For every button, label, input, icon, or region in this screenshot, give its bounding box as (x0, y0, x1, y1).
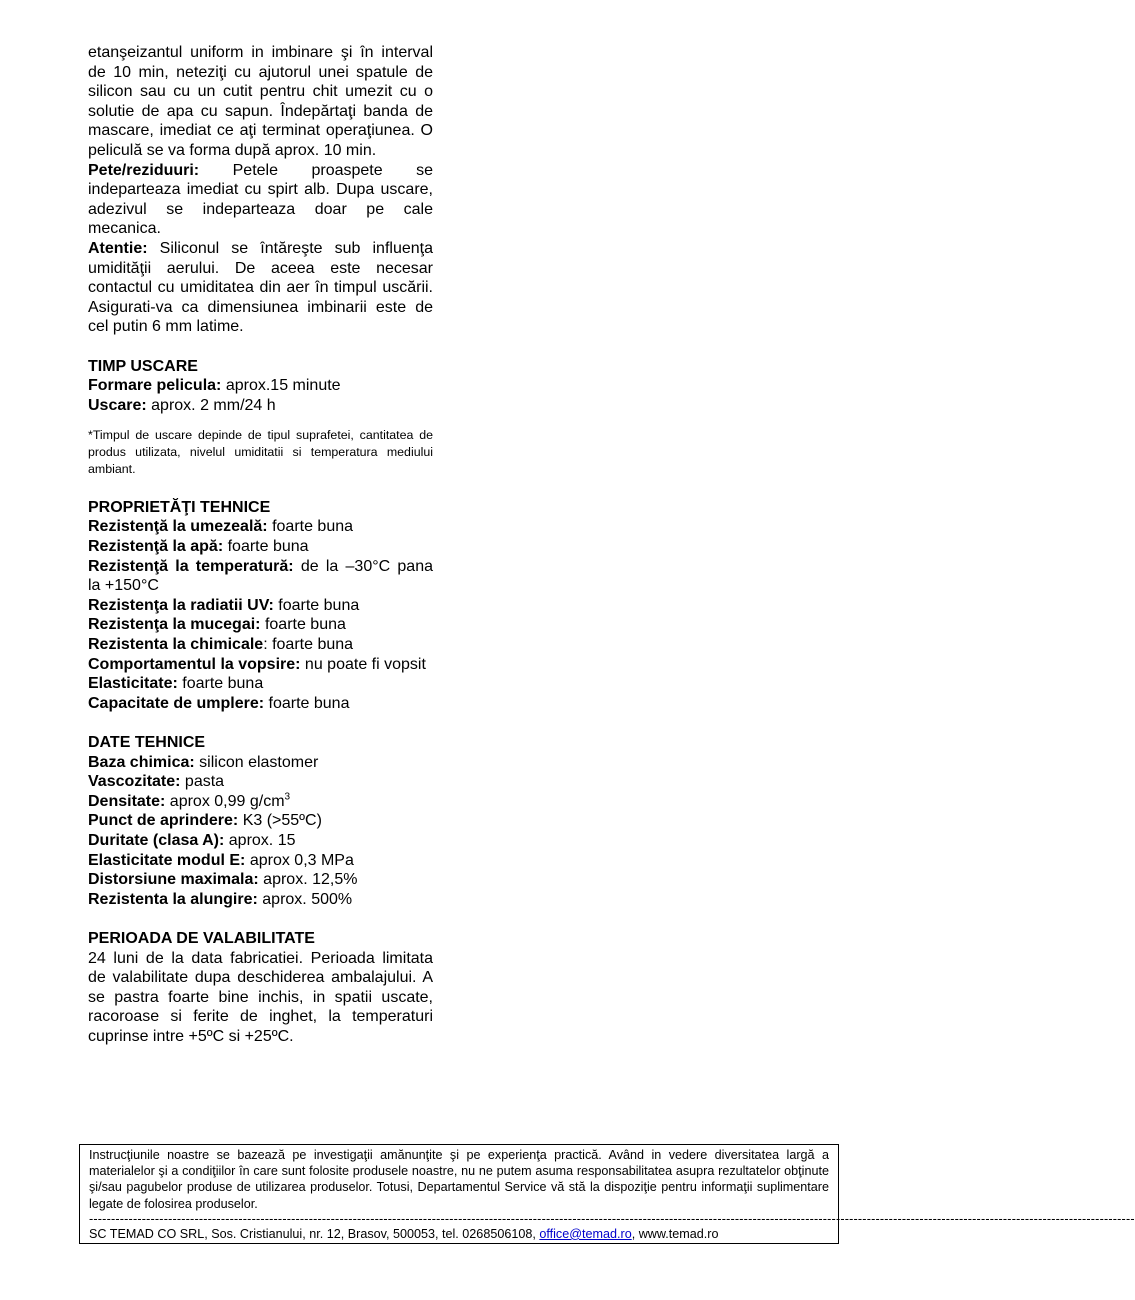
row-label: Uscare: (88, 396, 147, 414)
tech-row (88, 792, 433, 812)
row-value: aprox. 12,5% (258, 871, 358, 889)
row-value: foarte buna (264, 694, 350, 712)
tech-row (88, 831, 433, 851)
row-label: Rezistenţa la mucegai: (88, 616, 261, 634)
row-label: Formare pelicula: (88, 377, 222, 395)
pete-paragraph (88, 161, 433, 239)
row-value: pasta (180, 773, 225, 791)
row-value: aprox 0,3 MPa (245, 851, 354, 869)
row-label: Rezistenţă la umezeală: (88, 518, 268, 536)
pete-label: Pete/reziduuri: (88, 161, 200, 179)
row-value: foarte buna (267, 518, 354, 536)
pete-text: Petele proaspete se indeparteaza imediat cu spirt alb. Dupa uscare, adezivul se indeparteaza doar pe cale mecanica. (88, 161, 433, 238)
dashed-divider: ---------------------------------------------------------------------------------------------------------------------------------------------------------------------------------------------------------------------------------------------- (89, 1211, 1135, 1226)
prop-row (88, 694, 433, 714)
row-value: : foarte buna (263, 636, 354, 654)
drying-note: *Timpul de uscare depinde de tipul suprafetei, cantitatea de produs utilizata, nivelul umiditatii si temperatura mediului ambiant. (88, 428, 433, 477)
prop-row (88, 615, 433, 635)
row-label: Punct de aprindere: (88, 812, 239, 830)
row-value: aprox. 500% (257, 890, 353, 908)
disclaimer-text: Instrucţiunile noastre se bazează pe investigaţii amănunţite şi pe experienţa practică. Având in vedere diversitatea largă a materialelor şi a condiţiilor în care sunt folosite produsele noastre, nu ne putem asuma responsabilitatea asupra rezultatelor obţinute şi/sau pagubelor produse de utilizarea produselor. Totusi, Departamentul Service vă stă la dispoziţie pentru informaţii suplimentare legate de folosirea produselor. (89, 1148, 829, 1211)
row-label: Rezistenţa la radiatii UV: (88, 596, 274, 614)
email-link[interactable]: office@temad.ro (539, 1226, 632, 1241)
row-value: silicon elastomer (194, 753, 319, 771)
row-label: Capacitate de umplere: (88, 694, 265, 712)
row-label: Rezistenta la alungire: (88, 890, 258, 908)
atentie-paragraph (88, 239, 433, 337)
row-value: aprox. 2 mm/24 h (146, 396, 276, 414)
prop-row (88, 635, 433, 655)
prop-row (88, 517, 433, 537)
tech-row (88, 811, 433, 831)
prop-row (88, 557, 433, 596)
prop-row (88, 655, 433, 675)
row-label: Elasticitate: (88, 675, 178, 693)
company-contact (89, 1226, 829, 1242)
atentie-label: Atentie: (88, 239, 148, 257)
row-label: Elasticitate modul E: (88, 851, 246, 869)
tech-row (88, 870, 433, 890)
row-value: aprox 0,99 g/cm (165, 792, 285, 810)
row-value: aprox.15 minute (221, 377, 341, 395)
contact-suffix: , www.temad.ro (631, 1226, 719, 1241)
tech-row (88, 772, 433, 792)
tech-row (88, 890, 433, 910)
row-value: foarte buna (177, 675, 264, 693)
row-value: K3 (>55ºC) (238, 812, 322, 830)
row-value: foarte buna (260, 616, 346, 634)
tech-row (88, 851, 433, 871)
row-label: Baza chimica: (88, 753, 195, 771)
contact-prefix: SC TEMAD CO SRL, Sos. Cristianului, nr. 12, Brasov, 500053, tel. 0268506108, (89, 1226, 540, 1241)
row-label: Densitate: (88, 792, 166, 810)
timp-uscare-heading: TIMP USCARE (88, 357, 198, 375)
row-label: Rezistenţă la temperatură: (88, 557, 294, 575)
timp-row (88, 376, 433, 396)
row-label: Vascozitate: (88, 773, 181, 791)
row-label: Rezistenţă la apă: (88, 538, 224, 556)
date-tehnice-heading: DATE TEHNICE (88, 734, 206, 751)
row-value: aprox. 15 (224, 831, 296, 849)
superscript: 3 (284, 791, 291, 803)
row-value: foarte buna (223, 538, 309, 556)
main-column (88, 43, 433, 1047)
row-label: Rezistenta la chimicale (88, 636, 264, 654)
valabilitate-text: 24 luni de la data fabricatiei. Perioada limitata de valabilitate dupa deschiderea ambalajului. A se pastra foarte bine inchis, in spatii uscate, racoroase si ferite de inghet, la temperaturi cuprinse intre +5ºC si +25ºC. (88, 949, 433, 1045)
row-label: Distorsiune maximala: (88, 871, 259, 889)
atentie-text: Siliconul se întăreşte sub influenţa umidităţii aerului. De aceea este necesar contactul cu umiditatea din aer în timpul uscării. Asigurati-va ca dimensiunea imbinarii este de cel putin 6 mm latime. (88, 239, 433, 336)
disclaimer-box (79, 1144, 1135, 1244)
row-value: nu poate fi vopsit (300, 655, 426, 673)
proprietati-heading: PROPRIETĂŢI TEHNICE (88, 498, 271, 516)
prop-row (88, 674, 433, 694)
row-label: Comportamentul la vopsire: (88, 655, 301, 673)
row-label: Duritate (clasa A): (88, 831, 225, 849)
row-value: foarte buna (273, 596, 360, 614)
timp-row (88, 396, 433, 416)
intro-paragraph: etanşeizantul uniform in imbinare şi în interval de 10 min, neteziţi cu ajutorul unei spatule de silicon sau cu un cutit pentru chit umezit cu o solutie de apa cu sapun. Îndepărtaţi banda de mascare, imediat ce aţi terminat operaţiunea. O peliculă se va forma după aprox. 10 min. (88, 44, 433, 159)
tech-row (88, 753, 433, 773)
prop-row (88, 537, 433, 557)
valabilitate-heading: PERIOADA DE VALABILITATE (88, 929, 315, 947)
prop-row (88, 596, 433, 616)
row-value: de la –30°C pana la +150°C (88, 557, 434, 595)
